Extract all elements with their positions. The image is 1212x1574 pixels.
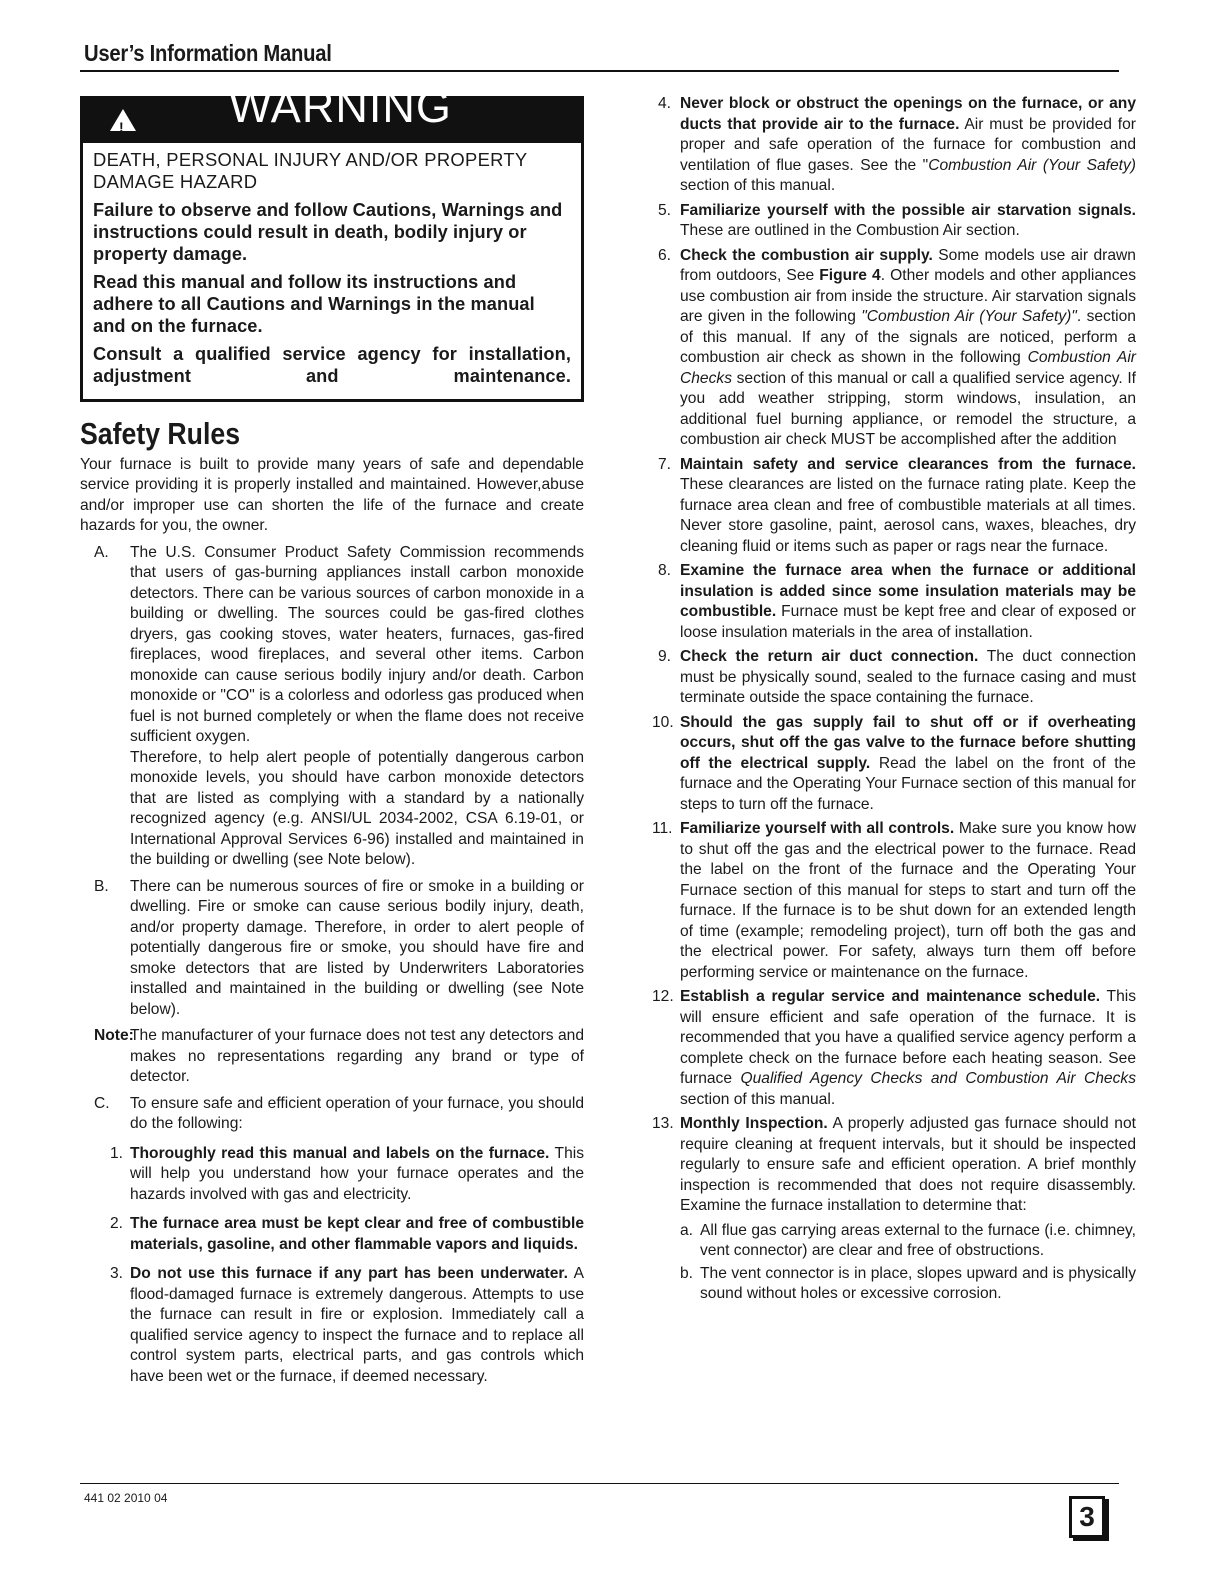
list-item-c — [80, 1094, 584, 1135]
item-text: To ensure safe and efficient operation of your furnace, you should do the following: — [130, 1094, 584, 1132]
item-marker: 5. — [658, 201, 672, 219]
numbered-item-11 — [652, 819, 1136, 983]
item-marker: 13. — [652, 1115, 674, 1132]
warning-hazard: DEATH, PERSONAL INJURY AND/OR PROPERTY DAMAGE HAZARD — [93, 149, 528, 192]
item-text: The U.S. Consumer Product Safety Commission recommends that users of gas-burning appliances install carbon monoxide detectors. There can be various sources of carbon monoxide in a building or dwelling. The sources could be gas-fired clothes dryers, gas cooking stoves, water heaters, furnaces, gas-fired fireplaces, wood fireplaces, and several other items. Carbon monoxide can cause serious bodily injury and/or death. Carbon monoxide or "CO" is a colorless and odorless gas produced when fuel is not burned completely or when the flame does not receive sufficient oxygen. — [130, 543, 584, 745]
warning-paragraph-3: Consult a qualified service agency for installation, adjustment and maintenance. — [93, 344, 571, 386]
numbered-item-10 — [652, 713, 1136, 816]
warning-paragraph-1: Failure to observe and follow Cautions, Warnings and instructions could result in death, bodily injury or property damage. — [93, 200, 563, 264]
item-reference-2: Combustion Air Checks — [680, 349, 1136, 387]
list-item-a — [80, 543, 584, 871]
numbered-item-6 — [652, 246, 1136, 451]
numbered-item-9 — [652, 647, 1136, 709]
item-tail: section of this manual. — [680, 1090, 836, 1108]
warning-banner — [83, 81, 581, 143]
item-text: This will help you understand how your furnace operates and the hazards involved with gas and electricity. — [130, 1144, 585, 1203]
item-lead: Never block or obstruct the openings on the furnace, or any ducts that provide air to the furnace. — [680, 95, 1136, 133]
item-lead: The furnace area must be kept clear and free of combustible materials, gasoline, and other flammable vapors and liquids. — [130, 1215, 584, 1253]
numbered-item-13 — [652, 1114, 1136, 1217]
item-reference: "Combustion Air (Your Safety)" — [861, 308, 1077, 325]
item-tail: section of this manual or call a qualified service agency. If you add weather stripping, storm windows, insulation, an additional fuel burning appliance, or remodel the structure, a combustion air check MUST be accomplished after the addition — [680, 369, 1136, 448]
item-marker: C. — [94, 1094, 110, 1112]
item-marker: 4. — [658, 95, 672, 112]
manual-title: User’s Information Manual — [84, 40, 332, 66]
item-lead: Should the gas supply fail to shut off or if overheating occurs, shut off the gas valve to the furnace before shutting off the electrical supply. — [680, 713, 1136, 772]
item-text: There can be numerous sources of fire or smoke in a building or dwelling. Fire or smoke can cause serious bodily injury, death, and/or property damage. Therefore, in order to alert people of potentially dangerous fire or smoke, you should have fire and smoke detectors that are listed by Underwriters Laboratories installed and maintained in the building or dwelling (see Note below). — [130, 877, 584, 1018]
item-lead: Thoroughly read this manual and labels on the furnace. — [130, 1144, 550, 1162]
safety-intro: Your furnace is built to provide many years of safe and dependable service providing it is properly installed and maintained. However,abuse and/or improper use can shorten the life of the furnace and create hazards for you, the owner. — [80, 455, 584, 534]
item-lead: Establish a regular service and maintenance schedule. — [680, 988, 1101, 1005]
sub-item-b — [652, 1264, 1136, 1305]
item-text: These clearances are listed on the furnace rating plate. Keep the furnace area clean and free of combustible materials at all times. Never store gasoline, paint, aerosol cans, waxes, bleaches, dry cleaning fluid or items such as paper or rags near the furnace. — [680, 476, 1136, 555]
item-text: Some models use air drawn from outdoors, See — [680, 246, 1136, 284]
page-number: 3 — [1069, 1496, 1105, 1538]
numbered-item-7 — [652, 455, 1136, 558]
item-text: Make sure you know how to shut off the gas and the electrical power to the furnace. Read the label on the front of the furnace and the Operating Your Furnace section of this manual for steps to start and turn off the furnace. If the furnace is to be shut down for an extended length of time (example; remodeling project), turn off both the gas and the electrical power. For safety, always turn them off before performing service or maintenance on the furnace. — [680, 820, 1136, 981]
item-marker: 8. — [658, 562, 672, 579]
note-label: Note: — [94, 1027, 134, 1044]
document-number: 441 02 2010 04 — [84, 1491, 168, 1505]
item-marker: 2. — [110, 1215, 124, 1232]
item-text: The duct connection must be physically sound, sealed to the furnace casing and must terminate outside the space containing the furnace. — [680, 648, 1136, 706]
item-text: Read the label on the front of the furnace and the Operating Your Furnace section of this manual for steps to turn off the furnace. — [680, 754, 1136, 813]
figure-reference: Figure 4 — [819, 267, 881, 284]
item-reference: Qualified Agency Checks and Combustion Air Checks — [740, 1070, 1136, 1087]
item-lead: Monthly Inspection. — [680, 1115, 828, 1132]
numbered-item-3 — [80, 1264, 584, 1387]
numbered-item-1 — [80, 1144, 584, 1206]
item-marker: 10. — [652, 713, 674, 731]
item-marker: B. — [94, 877, 109, 895]
item-marker: 3. — [110, 1265, 124, 1282]
section-title: Safety Rules — [80, 416, 241, 451]
warning-paragraph-2: Read this manual and follow its instructions and adhere to all Cautions and Warnings in the manual and on the furnace. — [93, 272, 535, 336]
item-text: A properly adjusted gas furnace should not require cleaning at frequent intervals, but it should be inspected regularly to ensure safe and efficient operation. A brief monthly inspection is recommended that does not require disassembly. Examine the furnace installation to determine that: — [680, 1115, 1136, 1214]
list-item-b — [80, 877, 584, 1021]
item-lead: Check the return air duct connection. — [680, 648, 979, 665]
item-marker: 1. — [110, 1144, 124, 1162]
item-lead: Examine the furnace area when the furnace or additional insulation is added since some insulation materials may be combustible. — [680, 562, 1136, 620]
numbered-item-8 — [652, 561, 1136, 643]
numbered-item-2 — [80, 1214, 584, 1255]
item-text: Furnace must be kept free and clear of exposed or loose insulation materials in the area of installation. — [680, 603, 1136, 641]
item-marker: 12. — [652, 988, 674, 1005]
warning-box — [80, 81, 584, 402]
numbered-item-5 — [652, 201, 1136, 242]
warning-title: WARNING — [229, 81, 452, 132]
item-text: A flood-damaged furnace is extremely dangerous. Attempts to use the furnace can result in fire or explosion. Immediately call a qualified service agency to inspect the furnace and to replace all control system parts, electrical parts, and gas controls which have been wet or the furnace, if deemed necessary. — [130, 1265, 585, 1385]
item-marker: 11. — [652, 820, 673, 837]
sub-item-a — [652, 1221, 1136, 1262]
item-reference: Combustion Air (Your Safety) — [928, 156, 1137, 174]
item-lead: Maintain safety and service clearances from the furnace. — [680, 455, 1136, 473]
item-marker: 6. — [658, 246, 672, 264]
item-marker: 9. — [658, 648, 672, 665]
item-marker: 7. — [658, 455, 672, 473]
item-text: This will ensure efficient and safe operation of the furnace. It is recommended that you have a qualified service agency perform a complete check on the furnace before each heating season. See furnace — [680, 988, 1136, 1087]
item-lead: Check the combustion air supply. — [680, 246, 933, 264]
item-lead: Familiarize yourself with all controls. — [680, 820, 955, 837]
numbered-item-12 — [652, 987, 1136, 1110]
header-divider — [80, 70, 1119, 72]
item-marker: b. — [680, 1264, 694, 1282]
item-text-3: . section of this manual. If any of the signals are noticed, perform a combustion air check as shown in the following — [680, 308, 1136, 366]
item-text: Air must be provided for proper and safe operation of the furnace for combustion and ventilation of flue gases. See the " — [680, 115, 1136, 174]
item-marker: A. — [94, 543, 109, 561]
footer-divider — [80, 1483, 1119, 1484]
detector-note — [80, 1026, 584, 1088]
exclamation-icon: ! — [119, 119, 124, 135]
item-lead: Do not use this furnace if any part has been underwater. — [130, 1265, 568, 1282]
numbered-item-4 — [652, 94, 1136, 197]
item-text: The vent connector is in place, slopes upward and is physically sound without holes or excessive corrosion. — [700, 1264, 1136, 1302]
right-column — [652, 94, 1136, 1305]
item-marker: a. — [680, 1221, 694, 1239]
note-text: The manufacturer of your furnace does not test any detectors and makes no representations regarding any brand or type of detector. — [130, 1027, 584, 1085]
item-text: These are outlined in the Combustion Air section. — [680, 222, 1020, 239]
item-tail: section of this manual. — [680, 177, 836, 194]
item-text-continued: Therefore, to help alert people of potentially dangerous carbon monoxide levels, you should have carbon monoxide detectors that are listed as complying with a standard by a nationally recognized agency (e.g. ANSI/UL 2034-2002, CSA 6.19-01, or International Approval Services 6-96) installed and maintained in the building or dwelling (see Note below). — [130, 748, 584, 868]
warning-body — [83, 143, 581, 399]
left-column — [80, 81, 585, 1387]
item-text-2: . Other models and other appliances use combustion air from inside the structure. Air starvation signals are given in the following — [680, 267, 1136, 325]
item-lead: Familiarize yourself with the possible air starvation signals. — [680, 201, 1136, 219]
item-text: All flue gas carrying areas external to the furnace (i.e. chimney, vent connector) are clear and free of obstructions. — [700, 1221, 1136, 1259]
